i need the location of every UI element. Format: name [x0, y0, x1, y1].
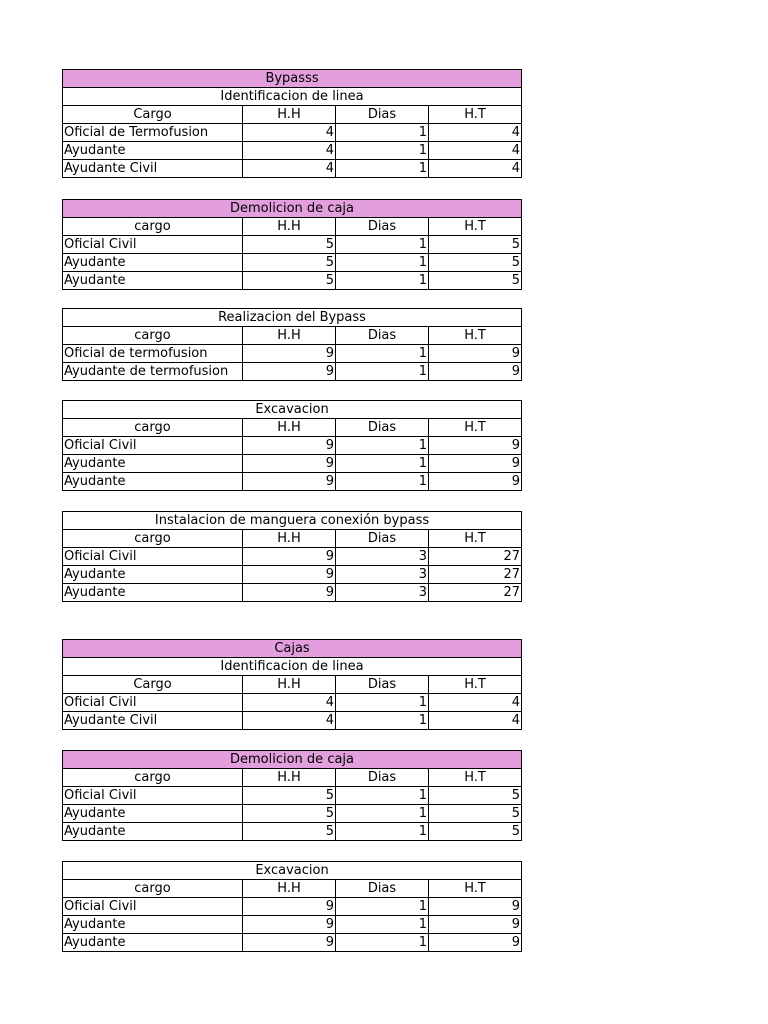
- column-header[interactable]: H.H: [243, 880, 336, 898]
- table-row: [63, 363, 522, 381]
- table-title-row: [63, 751, 522, 769]
- column-header[interactable]: H.T: [429, 327, 522, 345]
- number-cell[interactable]: 9: [243, 584, 336, 602]
- number-cell[interactable]: 1: [336, 254, 429, 272]
- cargo-cell[interactable]: Ayudante de termofusion: [63, 363, 243, 381]
- table-row: [63, 898, 522, 916]
- table-title[interactable]: Instalacion de manguera conexión bypass: [63, 512, 522, 530]
- number-cell[interactable]: 3: [336, 566, 429, 584]
- table-row: [63, 694, 522, 712]
- labor-table: [62, 199, 522, 290]
- number-cell[interactable]: 1: [336, 345, 429, 363]
- column-header[interactable]: H.H: [243, 327, 336, 345]
- number-cell[interactable]: 27: [429, 584, 522, 602]
- number-cell[interactable]: 9: [429, 455, 522, 473]
- cargo-cell[interactable]: Ayudante Civil: [63, 160, 243, 178]
- number-cell[interactable]: 9: [243, 473, 336, 491]
- column-header[interactable]: Dias: [336, 419, 429, 437]
- column-header[interactable]: Dias: [336, 880, 429, 898]
- labor-table: [62, 750, 522, 841]
- number-cell[interactable]: 1: [336, 916, 429, 934]
- number-cell[interactable]: 9: [243, 548, 336, 566]
- cargo-cell[interactable]: Oficial de termofusion: [63, 345, 243, 363]
- labor-table: [62, 511, 522, 602]
- table-title[interactable]: Excavacion: [63, 862, 522, 880]
- column-header[interactable]: cargo: [63, 880, 243, 898]
- number-cell[interactable]: 9: [429, 363, 522, 381]
- cargo-cell[interactable]: Oficial Civil: [63, 898, 243, 916]
- number-cell[interactable]: 9: [243, 363, 336, 381]
- column-header[interactable]: cargo: [63, 419, 243, 437]
- number-cell[interactable]: 9: [429, 898, 522, 916]
- number-cell[interactable]: 5: [429, 272, 522, 290]
- number-cell[interactable]: 4: [243, 694, 336, 712]
- table-row: [63, 437, 522, 455]
- cargo-cell[interactable]: Ayudante: [63, 142, 243, 160]
- number-cell[interactable]: 1: [336, 160, 429, 178]
- table-title[interactable]: Cajas: [63, 640, 522, 658]
- number-cell[interactable]: 5: [243, 272, 336, 290]
- table-title-row: [63, 640, 522, 658]
- number-cell[interactable]: 5: [429, 805, 522, 823]
- column-header[interactable]: H.T: [429, 106, 522, 124]
- column-header[interactable]: H.H: [243, 769, 336, 787]
- number-cell[interactable]: 1: [336, 124, 429, 142]
- table-row: [63, 916, 522, 934]
- column-header[interactable]: H.H: [243, 419, 336, 437]
- table-row: [63, 160, 522, 178]
- number-cell[interactable]: 5: [243, 823, 336, 841]
- cargo-cell[interactable]: Ayudante: [63, 823, 243, 841]
- column-header[interactable]: cargo: [63, 769, 243, 787]
- table-row: [63, 787, 522, 805]
- number-cell[interactable]: 3: [336, 584, 429, 602]
- table-row: [63, 345, 522, 363]
- number-cell[interactable]: 4: [429, 160, 522, 178]
- column-header[interactable]: Dias: [336, 530, 429, 548]
- table-row: [63, 473, 522, 491]
- column-header[interactable]: H.T: [429, 769, 522, 787]
- table-title[interactable]: Demolicion de caja: [63, 200, 522, 218]
- number-cell[interactable]: 5: [243, 805, 336, 823]
- number-cell[interactable]: 9: [243, 345, 336, 363]
- number-cell[interactable]: 4: [243, 160, 336, 178]
- column-header[interactable]: H.H: [243, 530, 336, 548]
- number-cell[interactable]: 4: [243, 124, 336, 142]
- number-cell[interactable]: 9: [429, 345, 522, 363]
- number-cell[interactable]: 1: [336, 455, 429, 473]
- number-cell[interactable]: 9: [243, 898, 336, 916]
- number-cell[interactable]: 1: [336, 437, 429, 455]
- cargo-cell[interactable]: Ayudante: [63, 272, 243, 290]
- number-cell[interactable]: 4: [429, 694, 522, 712]
- column-header[interactable]: H.T: [429, 880, 522, 898]
- number-cell[interactable]: 1: [336, 805, 429, 823]
- table-title-row: [63, 200, 522, 218]
- column-header-row: [63, 218, 522, 236]
- table-row: [63, 566, 522, 584]
- number-cell[interactable]: 1: [336, 898, 429, 916]
- table-row: [63, 548, 522, 566]
- labor-table: [62, 308, 522, 381]
- column-header[interactable]: H.H: [243, 218, 336, 236]
- column-header-row: [63, 676, 522, 694]
- cargo-cell[interactable]: Oficial Civil: [63, 236, 243, 254]
- table-title[interactable]: Excavacion: [63, 401, 522, 419]
- table-row: [63, 236, 522, 254]
- number-cell[interactable]: 1: [336, 473, 429, 491]
- table-title[interactable]: Bypasss: [63, 70, 522, 88]
- column-header-row: [63, 106, 522, 124]
- cargo-cell[interactable]: Ayudante: [63, 455, 243, 473]
- column-header[interactable]: Dias: [336, 218, 429, 236]
- column-header[interactable]: H.H: [243, 106, 336, 124]
- number-cell[interactable]: 1: [336, 272, 429, 290]
- table-title-row: [63, 512, 522, 530]
- table-title-row: [63, 309, 522, 327]
- number-cell[interactable]: 9: [429, 916, 522, 934]
- cargo-cell[interactable]: Oficial Civil: [63, 548, 243, 566]
- table-row: [63, 142, 522, 160]
- column-header[interactable]: cargo: [63, 327, 243, 345]
- table-subtitle-row: [63, 658, 522, 676]
- number-cell[interactable]: 4: [429, 124, 522, 142]
- cargo-cell[interactable]: Oficial Civil: [63, 437, 243, 455]
- table-title-row: [63, 862, 522, 880]
- number-cell[interactable]: 1: [336, 694, 429, 712]
- number-cell[interactable]: 1: [336, 823, 429, 841]
- cargo-cell[interactable]: Ayudante: [63, 254, 243, 272]
- column-header[interactable]: H.T: [429, 676, 522, 694]
- table-row: [63, 584, 522, 602]
- cargo-cell[interactable]: Ayudante: [63, 473, 243, 491]
- number-cell[interactable]: 1: [336, 934, 429, 952]
- column-header[interactable]: Cargo: [63, 676, 243, 694]
- cargo-cell[interactable]: Ayudante: [63, 566, 243, 584]
- table-title-row: [63, 401, 522, 419]
- table-title[interactable]: Realizacion del Bypass: [63, 309, 522, 327]
- number-cell[interactable]: 9: [429, 437, 522, 455]
- table-subtitle-row: [63, 88, 522, 106]
- number-cell[interactable]: 5: [429, 823, 522, 841]
- cargo-cell[interactable]: Ayudante Civil: [63, 712, 243, 730]
- table-row: [63, 712, 522, 730]
- column-header[interactable]: cargo: [63, 218, 243, 236]
- number-cell[interactable]: 9: [429, 934, 522, 952]
- table-row: [63, 805, 522, 823]
- table-row: [63, 272, 522, 290]
- column-header[interactable]: H.T: [429, 218, 522, 236]
- cargo-cell[interactable]: Ayudante: [63, 934, 243, 952]
- table-subtitle[interactable]: Identificacion de linea: [63, 658, 522, 676]
- number-cell[interactable]: 4: [429, 712, 522, 730]
- number-cell[interactable]: 9: [243, 916, 336, 934]
- labor-table: [62, 861, 522, 952]
- number-cell[interactable]: 5: [243, 254, 336, 272]
- number-cell[interactable]: 9: [429, 473, 522, 491]
- number-cell[interactable]: 27: [429, 548, 522, 566]
- number-cell[interactable]: 3: [336, 548, 429, 566]
- column-header[interactable]: Dias: [336, 676, 429, 694]
- number-cell[interactable]: 5: [429, 236, 522, 254]
- labor-table: [62, 639, 522, 730]
- column-header[interactable]: Dias: [336, 769, 429, 787]
- labor-table: [62, 400, 522, 491]
- number-cell[interactable]: 5: [243, 787, 336, 805]
- column-header-row: [63, 880, 522, 898]
- number-cell[interactable]: 5: [429, 254, 522, 272]
- number-cell[interactable]: 9: [243, 566, 336, 584]
- column-header[interactable]: H.T: [429, 419, 522, 437]
- cargo-cell[interactable]: Ayudante: [63, 916, 243, 934]
- number-cell[interactable]: 4: [429, 142, 522, 160]
- cargo-cell[interactable]: Oficial de Termofusion: [63, 124, 243, 142]
- table-subtitle[interactable]: Identificacion de linea: [63, 88, 522, 106]
- number-cell[interactable]: 1: [336, 712, 429, 730]
- number-cell[interactable]: 1: [336, 142, 429, 160]
- number-cell[interactable]: 9: [243, 934, 336, 952]
- column-header[interactable]: H.H: [243, 676, 336, 694]
- number-cell[interactable]: 5: [429, 787, 522, 805]
- number-cell[interactable]: 4: [243, 712, 336, 730]
- table-row: [63, 934, 522, 952]
- cargo-cell[interactable]: Ayudante: [63, 805, 243, 823]
- number-cell[interactable]: 1: [336, 236, 429, 254]
- table-title[interactable]: Demolicion de caja: [63, 751, 522, 769]
- table-row: [63, 124, 522, 142]
- column-header[interactable]: Dias: [336, 106, 429, 124]
- number-cell[interactable]: 5: [243, 236, 336, 254]
- table-row: [63, 823, 522, 841]
- column-header[interactable]: cargo: [63, 530, 243, 548]
- number-cell[interactable]: 9: [243, 455, 336, 473]
- labor-table: [62, 69, 522, 178]
- column-header-row: [63, 530, 522, 548]
- cargo-cell[interactable]: Oficial Civil: [63, 694, 243, 712]
- column-header[interactable]: H.T: [429, 530, 522, 548]
- number-cell[interactable]: 1: [336, 363, 429, 381]
- table-row: [63, 254, 522, 272]
- column-header[interactable]: Dias: [336, 327, 429, 345]
- column-header-row: [63, 327, 522, 345]
- table-row: [63, 455, 522, 473]
- column-header[interactable]: Cargo: [63, 106, 243, 124]
- column-header-row: [63, 769, 522, 787]
- cargo-cell[interactable]: Oficial Civil: [63, 787, 243, 805]
- number-cell[interactable]: 4: [243, 142, 336, 160]
- column-header-row: [63, 419, 522, 437]
- number-cell[interactable]: 1: [336, 787, 429, 805]
- number-cell[interactable]: 9: [243, 437, 336, 455]
- cargo-cell[interactable]: Ayudante: [63, 584, 243, 602]
- number-cell[interactable]: 27: [429, 566, 522, 584]
- table-title-row: [63, 70, 522, 88]
